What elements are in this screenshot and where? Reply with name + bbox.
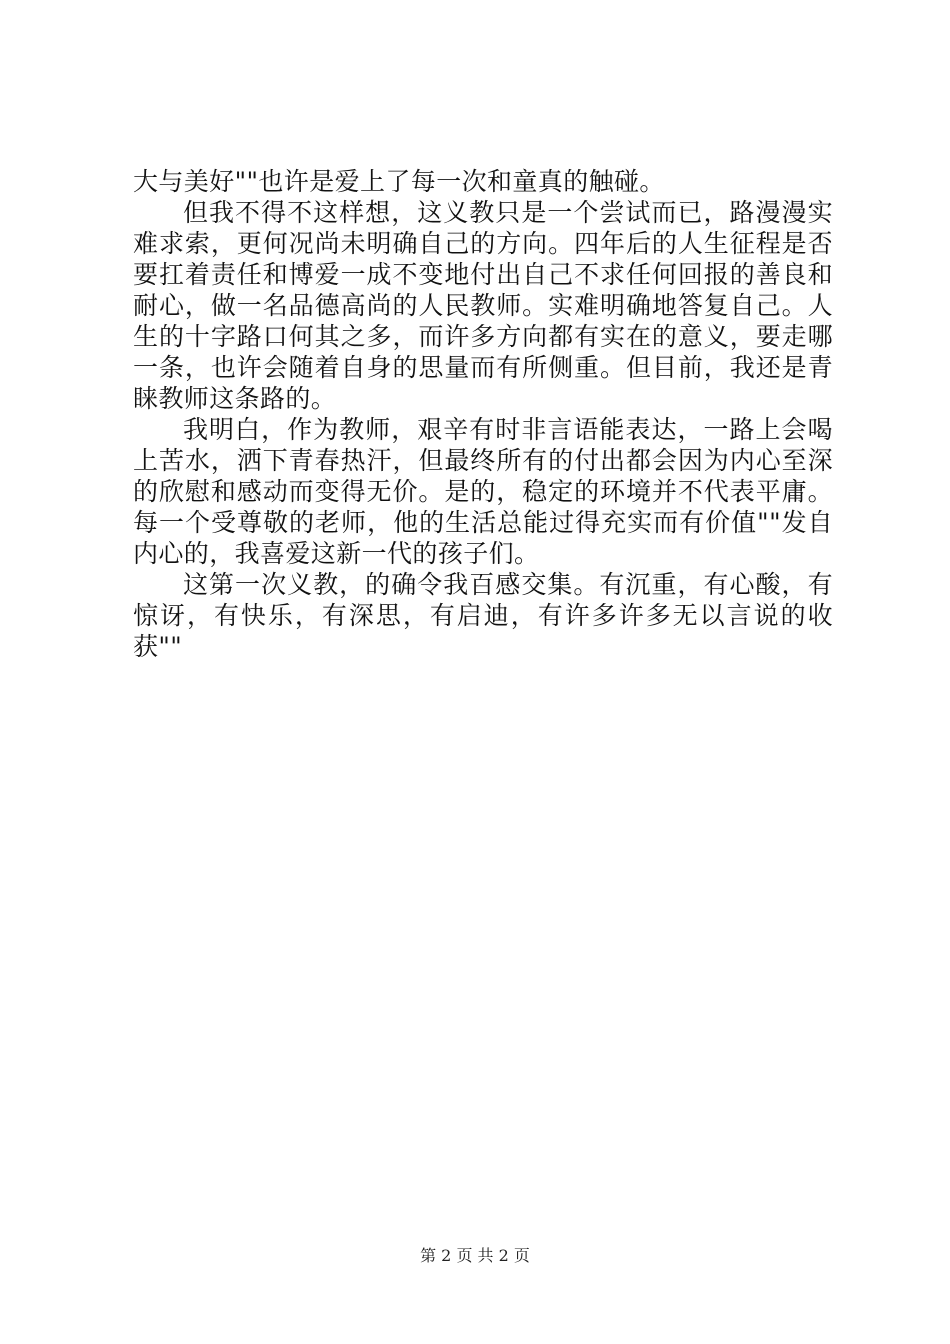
paragraph-2: 但我不得不这样想，这义教只是一个尝试而已，路漫漫实难求索，更何况尚未明确自己的方向。四年后的人生征程是否要扛着责任和博爱一成不变地付出自己不求任何回报的善良和耐心，做一名品德高尚的人民教师。实难明确地答复自己。人生的十字路口何其之多，而许多方向都有实在的意义，要走哪一条，也许会随着自身的思量而有所侧重。但目前，我还是青睐教师这条路的。 xyxy=(133,198,833,413)
paragraph-1: 大与美好""也许是爱上了每一次和童真的触碰。 xyxy=(133,167,665,196)
paragraph-3: 我明白，作为教师，艰辛有时非言语能表达，一路上会喝上苦水，洒下青春热汗，但最终所有的付出都会因为内心至深的欣慰和感动而变得无价。是的，稳定的环境并不代表平庸。每一个受尊敬的老师，他的生活总能过得充实而有价值""发自内心的，我喜爱这新一代的孩子们。 xyxy=(133,415,833,568)
paragraph-4: 这第一次义教，的确令我百感交集。有沉重，有心酸，有惊讶，有快乐，有深思，有启迪，有许多许多无以言说的收获"" xyxy=(133,570,833,661)
page-footer: 第 2 页 共 2 页 xyxy=(420,1246,530,1265)
document-body xyxy=(133,166,833,662)
